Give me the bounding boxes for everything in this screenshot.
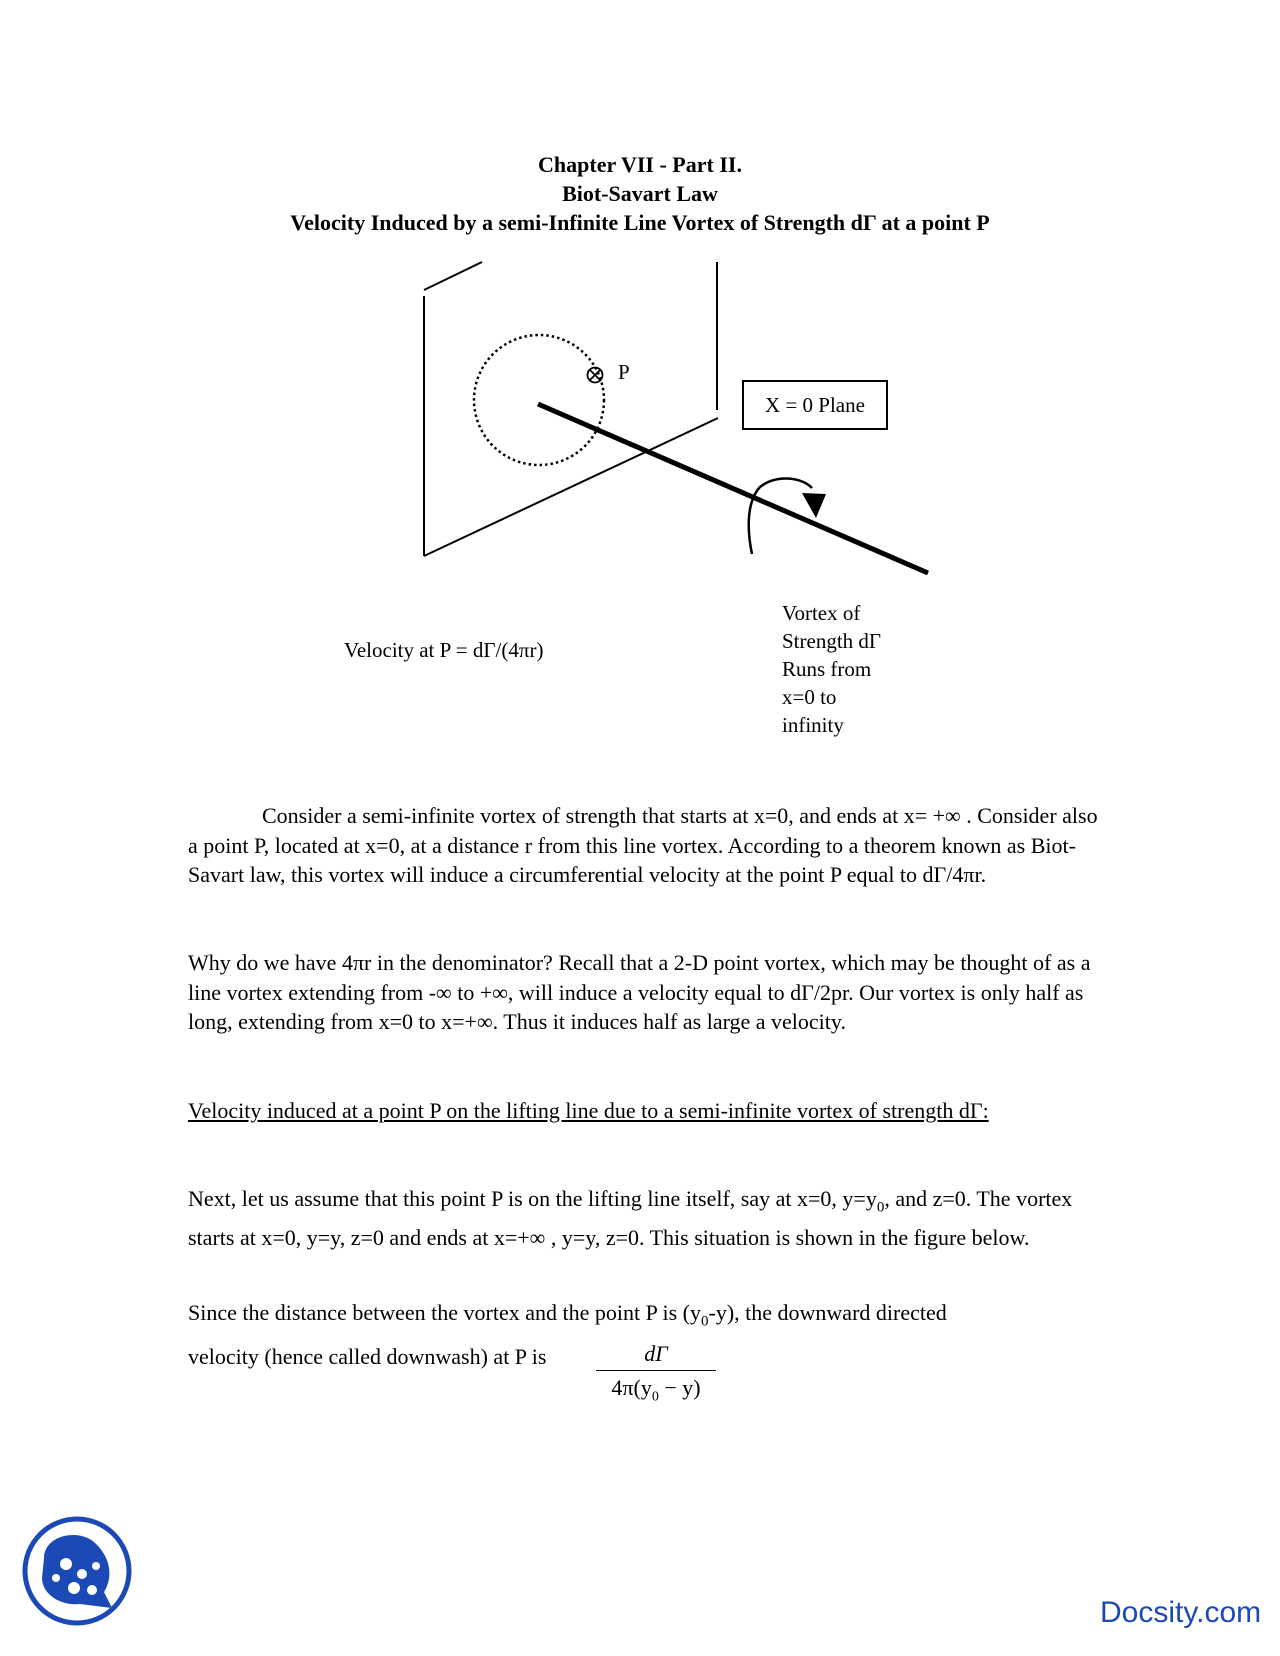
title-line-2: Biot-Savart Law [562,181,718,206]
plane-top-edge [424,262,482,290]
title-line-1: Chapter VII - Part II. [538,152,742,177]
title-line-3: Velocity Induced by a semi-Infinite Line Vortex of Strength dΓ at a point P [290,210,990,235]
formula-denominator: $4\pi(y_0 - y)$ [611,1375,701,1405]
formula-numerator: dΓ [644,1341,668,1366]
vortex-description: Vortex of Strength dΓ Runs from x=0 to infinity [782,601,882,737]
paragraph-4-continued: velocity (hence called downwash) at P is [188,1344,547,1369]
rotation-arrowhead [802,493,826,518]
circulation-circle [474,335,604,465]
vortex-diagram [0,0,1280,760]
section-heading: Velocity induced at a point P on the lifting line due to a semi-infinite vortex of strength dΓ: [188,1098,989,1123]
x0-plane-label: X = 0 Plane [742,380,888,430]
paragraph-2: Why do we have 4πr in the denominator? Recall that a 2-D point vortex, which may be thought of as a line vortex extending from -∞ to +∞, will induce a velocity equal to dΓ/2pr. Our vortex is only half as long, extending from x=0 to x=+∞. Thus it induces half as large a velocity. [188,950,1091,1034]
plane-bottom-edge [424,418,718,556]
fraction-bar [596,1370,716,1371]
paragraph-1: Consider a semi-infinite vortex of strength that starts at x=0, and ends at x= +∞ . Consider also a point P, located at x=0, at a distance r from this line vortex. According to a theorem known as Biot-Savart law, this vortex will induce a circumferential velocity at the point P equal to dΓ/4πr. [188,803,1098,887]
docsity-brand-link[interactable]: Docsity.com [1100,1596,1262,1629]
paragraph-3: Next, let us assume that this point P is on the lifting line itself, say at x=0, $y=y_0$, and z=0. The vortex starts at x=0, y=y, z=0 and ends at x=+∞ , y=y, z=0. This situation is shown in the figure below. [188,1186,1073,1250]
point-p-label: P [618,360,630,384]
paragraph-4: Since the distance between the vortex and the point P is $(y_0-y)$, the downward directed [188,1300,947,1330]
docsity-logo-icon [22,1516,132,1626]
velocity-formula-label: Velocity at P = dΓ/(4πr) [344,638,544,662]
downwash-formula [596,1340,716,1412]
